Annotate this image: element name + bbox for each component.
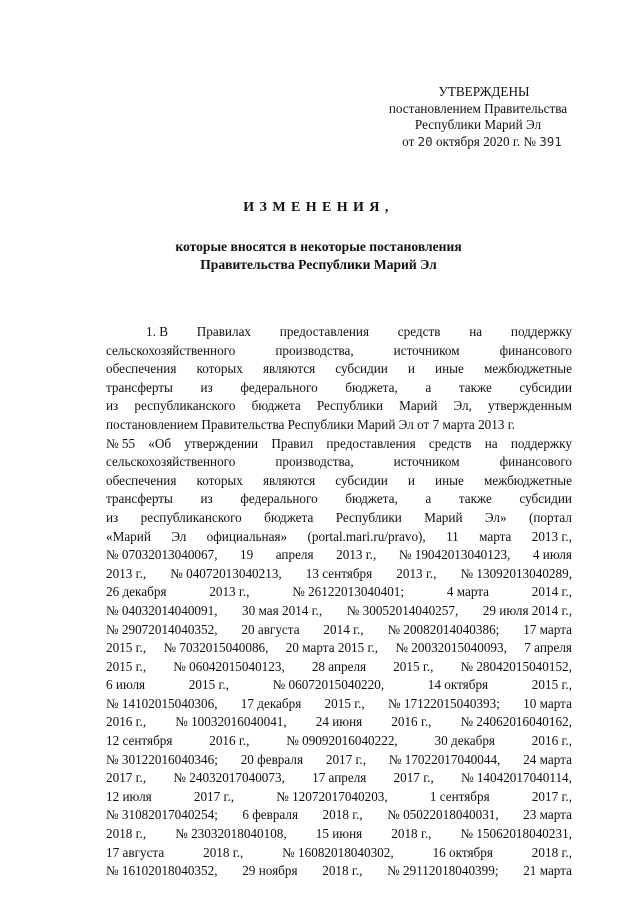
body-word: межбюджетные: [483, 361, 572, 377]
body-word: 2018 г.,: [322, 807, 363, 823]
body-word: Правилах: [196, 324, 252, 339]
body-line: [106, 621, 572, 640]
body-word: которых: [196, 361, 243, 377]
body-word: № 09092016040222,: [286, 733, 398, 749]
document-subtitle: [0, 238, 637, 273]
body-word: трансферты: [106, 491, 173, 507]
body-word: 2018 г.,: [531, 844, 572, 860]
body-word: 17 марта: [523, 621, 572, 637]
body-line: [106, 844, 572, 863]
body-word: бюджета: [251, 398, 301, 414]
body-word: Республики: [316, 398, 383, 414]
body-word: № 16102018040352,: [106, 863, 218, 879]
body-word: 20 марта 2015 г.,: [285, 640, 379, 656]
body-word: которых: [196, 472, 243, 488]
body-line: [106, 658, 572, 677]
body-word: 6 июля: [106, 677, 146, 693]
body-word: субсидии: [519, 379, 572, 395]
body-line: [106, 360, 572, 379]
body-word: являются: [262, 472, 316, 488]
body-word: № 17122015040393;: [388, 695, 500, 711]
body-word: из: [106, 398, 119, 414]
body-word: № 19042013040123,: [398, 547, 511, 563]
body-word: (портал: [528, 509, 572, 525]
body-line: [106, 546, 572, 565]
body-word: из: [200, 491, 213, 507]
document-body: [106, 323, 572, 881]
body-line: [106, 509, 572, 528]
body-word: бюджета,: [345, 491, 398, 507]
body-word: 30 мая 2014 г.,: [242, 602, 323, 618]
body-word: источником: [393, 454, 460, 470]
body-word: производства,: [275, 454, 354, 470]
body-word: бюджета: [264, 509, 314, 525]
body-word: 2018 г.,: [106, 826, 147, 842]
body-word: 2013 г.,: [106, 565, 147, 581]
body-word: на: [469, 324, 483, 339]
body-word: № 31082017040254;: [106, 807, 218, 823]
body-word: 2015 г.,: [531, 677, 572, 693]
body-line: [106, 806, 572, 825]
body-word: 2017 г.,: [393, 770, 434, 786]
body-word: финансового: [499, 454, 572, 470]
body-word: постановлением Правительства Республики Марий Эл от 7 марта 2013 г.: [106, 416, 515, 432]
body-word: 10 марта: [523, 695, 572, 711]
body-word: межбюджетные: [483, 472, 572, 488]
body-word: № 29072014040352,: [106, 621, 218, 637]
body-line: [106, 732, 572, 751]
body-word: № 26122013040401;: [292, 584, 405, 600]
approval-date-line: [368, 134, 588, 151]
body-word: утвержденным: [488, 398, 572, 414]
body-word: Республики: [335, 509, 402, 525]
body-word: № 29112018040399;: [387, 863, 499, 879]
body-word: 2016 г.,: [209, 733, 250, 749]
body-word: и: [407, 361, 415, 377]
body-word: также: [458, 491, 492, 507]
body-word: предоставления: [279, 324, 370, 339]
body-line: [106, 565, 572, 584]
body-word: а: [425, 491, 432, 507]
body-word: 12 сентября: [106, 733, 173, 749]
body-word: Эл»: [484, 509, 507, 525]
body-word: 2016 г.,: [531, 733, 572, 749]
body-word: 2017 г.,: [106, 770, 147, 786]
body-word: № 06072015040220,: [272, 677, 385, 693]
body-word: 4 июля: [532, 547, 572, 563]
body-word: официальная»: [206, 528, 288, 544]
body-word: 20 февраля: [240, 751, 304, 767]
approval-date-prefix: от: [402, 133, 415, 149]
body-word: 1. В: [146, 324, 168, 339]
body-line: [106, 676, 572, 695]
approval-date-day: 20: [417, 133, 433, 149]
body-word: 15 июня: [315, 826, 363, 842]
body-line: [106, 769, 572, 788]
body-word: 17 декабря: [240, 695, 302, 711]
body-word: № 12072017040203,: [276, 788, 388, 804]
body-word: № 14102015040306,: [106, 695, 218, 711]
body-word: № 20082014040386;: [387, 621, 500, 637]
body-line: [106, 583, 572, 602]
body-word: 6 февраля: [242, 807, 299, 823]
body-word: 2016 г.,: [106, 714, 147, 730]
body-word: 2013 г.,: [209, 584, 250, 600]
body-word: субсидии: [335, 361, 388, 377]
body-word: № 04072013040213,: [170, 565, 282, 581]
body-line: [106, 788, 572, 807]
body-word: 2014 г.,: [323, 621, 364, 637]
body-line: [106, 490, 572, 509]
body-word: 2014 г.,: [531, 584, 572, 600]
body-word: 26 декабря: [106, 584, 167, 600]
body-word: № 24062016040162,: [460, 714, 572, 730]
body-word: источником: [393, 342, 460, 358]
body-word: 21 марта: [523, 863, 572, 879]
body-word: федерального: [240, 491, 318, 507]
body-word: поддержку: [510, 324, 572, 339]
body-word: № 15062018040231,: [460, 826, 572, 842]
body-word: № 10032016040041,: [175, 714, 287, 730]
approval-date-rest: октября 2020 г. №: [436, 133, 536, 149]
body-word: 12 июля: [106, 788, 152, 804]
body-word: 13 сентября: [305, 565, 373, 581]
body-word: № 06042015040123,: [173, 658, 285, 674]
body-word: 20 августа: [241, 621, 300, 637]
body-line: [106, 342, 572, 361]
body-line: [106, 397, 572, 416]
body-word: 2018 г.,: [322, 863, 363, 879]
body-word: 2015 г.,: [393, 658, 434, 674]
body-word: 4 марта: [446, 584, 490, 600]
body-word: республиканского: [140, 509, 242, 525]
body-word: № 17022017040044,: [388, 751, 501, 767]
body-line: [106, 713, 572, 732]
body-line: [106, 435, 572, 454]
body-line: [106, 453, 572, 472]
body-word: 11: [446, 528, 459, 544]
body-word: № 7032015040086,: [163, 640, 269, 656]
body-word: 2015 г.,: [106, 640, 147, 656]
body-word: республиканского: [134, 398, 236, 414]
body-word: 19: [240, 547, 254, 563]
body-word: трансферты: [106, 379, 173, 395]
body-word: утверждении: [184, 435, 259, 451]
body-word: 24 июня: [315, 714, 363, 730]
body-word: субсидии: [519, 491, 572, 507]
approval-stamp: [368, 84, 588, 150]
body-line: [106, 379, 572, 398]
body-line: [106, 695, 572, 714]
body-word: производства,: [275, 342, 354, 358]
body-word: «Об: [148, 435, 172, 451]
body-word: 2017 г.,: [531, 788, 572, 804]
body-word: 29 ноября: [242, 863, 298, 879]
body-word: 16 октября: [432, 844, 493, 860]
body-word: средств: [428, 435, 472, 451]
body-line: [106, 472, 572, 491]
body-word: средств: [397, 324, 441, 339]
body-word: № 30052014040257,: [346, 602, 459, 618]
body-line: [106, 416, 572, 435]
body-word: сельскохозяйственного: [106, 454, 236, 470]
body-word: 2016 г.,: [391, 714, 432, 730]
body-word: 2017 г.,: [193, 788, 235, 804]
body-word: Правил: [271, 435, 314, 451]
body-word: марта: [479, 528, 512, 544]
body-word: Эл,: [453, 398, 472, 414]
body-word: (portal.mari.ru/pravo),: [307, 528, 426, 544]
body-word: бюджета,: [345, 379, 398, 395]
body-line: [106, 639, 572, 658]
body-word: 2018 г.,: [203, 844, 244, 860]
body-word: 2015 г.,: [106, 658, 147, 674]
body-word: № 16082018040302,: [282, 844, 394, 860]
body-word: на: [484, 435, 498, 451]
body-word: 23 марта: [523, 807, 572, 823]
body-word: 2013 г.,: [396, 565, 437, 581]
body-word: 28 апреля: [311, 658, 367, 674]
body-word: являются: [262, 361, 316, 377]
approval-line-2: Республики Марий Эл: [414, 117, 542, 132]
body-word: и: [407, 472, 415, 488]
body-line: [106, 528, 572, 547]
body-word: № 13092013040289,: [460, 565, 572, 581]
body-word: сельскохозяйственного: [106, 342, 236, 358]
body-word: из: [106, 509, 119, 525]
body-line: [106, 825, 572, 844]
body-word: № 07032013040067,: [106, 547, 218, 563]
body-line: [106, 323, 572, 342]
body-word: обеспечения: [106, 472, 177, 488]
body-line: [106, 751, 572, 770]
body-word: № 30122016040346;: [106, 751, 218, 767]
body-word: 7 апреля: [524, 640, 572, 656]
subtitle-line-2: Правительства Республики Марий Эл: [200, 256, 437, 272]
body-word: 30 декабря: [434, 733, 495, 749]
body-word: обеспечения: [106, 361, 177, 377]
body-word: № 23032018040108,: [175, 826, 287, 842]
body-word: 2015 г.,: [188, 677, 229, 693]
body-word: финансового: [499, 342, 572, 358]
body-word: № 05022018040031,: [387, 807, 499, 823]
body-word: предоставления: [326, 435, 416, 451]
body-word: апреля: [275, 547, 314, 563]
body-word: 2013 г.,: [531, 528, 572, 544]
body-word: также: [458, 379, 492, 395]
body-word: 17 августа: [106, 844, 165, 860]
body-word: а: [425, 379, 432, 395]
body-word: 1 сентября: [429, 788, 490, 804]
body-word: 2015 г.,: [324, 695, 365, 711]
body-word: № 28042015040152,: [460, 658, 572, 674]
body-word: Эл: [171, 528, 187, 544]
body-word: иные: [435, 361, 464, 377]
body-line: [106, 862, 572, 881]
body-word: 17 апреля: [312, 770, 367, 786]
body-word: субсидии: [335, 472, 388, 488]
approval-title: УТВЕРЖДЕНЫ: [438, 84, 530, 99]
body-word: 24 марта: [523, 751, 572, 767]
body-word: федерального: [240, 379, 318, 395]
document-title: ИЗМЕНЕНИЯ,: [243, 200, 394, 215]
body-word: № 24032017040073,: [173, 770, 285, 786]
body-word: «Марий: [106, 528, 151, 544]
approval-doc-number: 391: [539, 133, 562, 149]
subtitle-line-1: которые вносятся в некоторые постановления: [175, 239, 462, 254]
body-word: № 14042017040114,: [460, 770, 572, 786]
body-word: 14 октября: [427, 677, 489, 693]
body-word: 2018 г.,: [391, 826, 432, 842]
body-word: иные: [435, 472, 464, 488]
body-word: Марий: [399, 398, 438, 414]
body-word: № 55: [106, 435, 136, 451]
body-word: Марий: [424, 509, 463, 525]
body-word: № 04032014040091,: [106, 602, 218, 618]
body-word: 29 июля 2014 г.,: [482, 602, 572, 618]
body-word: из: [200, 379, 213, 395]
body-line: [106, 602, 572, 621]
approval-line-1: постановлением Правительства: [388, 100, 568, 116]
body-word: поддержку: [510, 435, 572, 451]
body-word: 2013 г.,: [336, 547, 377, 563]
body-word: № 20032015040093,: [395, 640, 507, 656]
body-word: 2017 г.,: [325, 751, 367, 767]
